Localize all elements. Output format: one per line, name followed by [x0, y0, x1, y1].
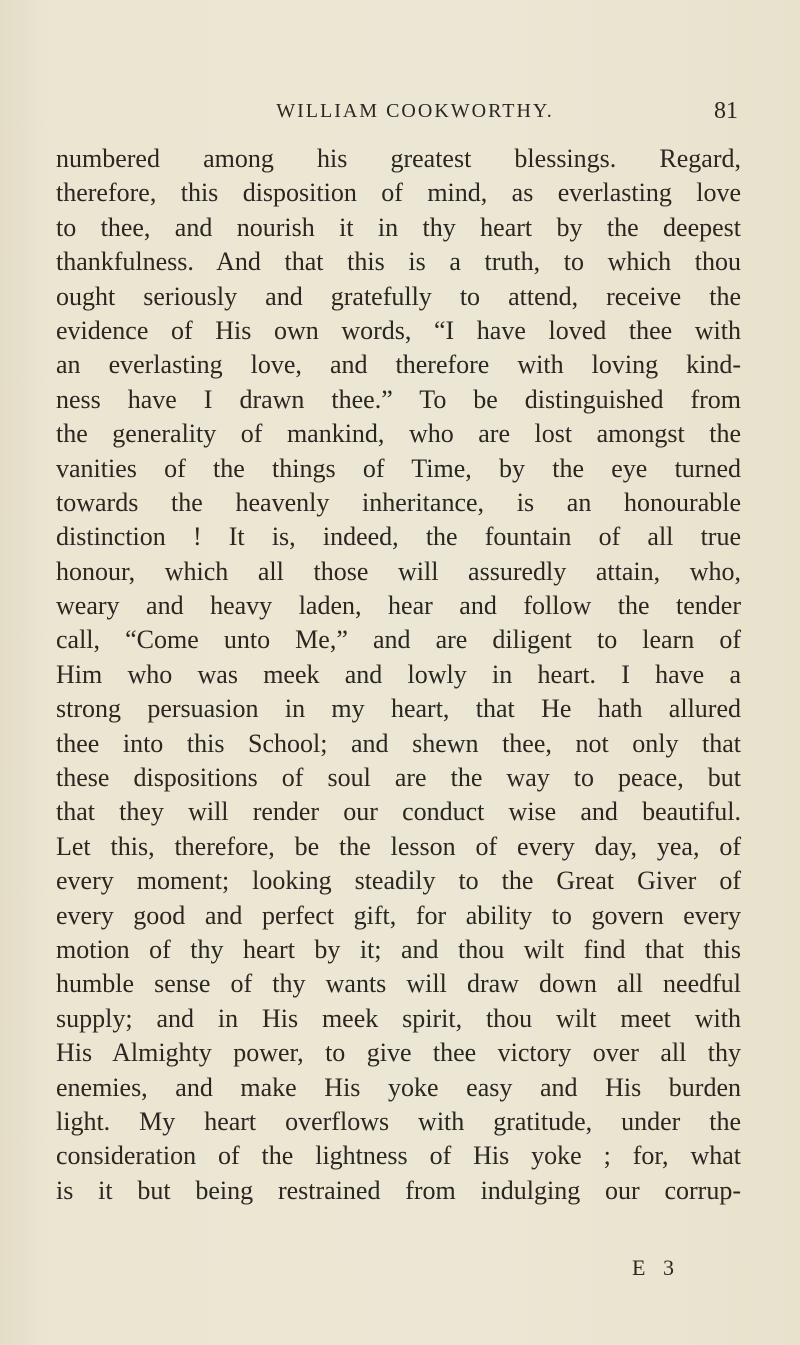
text-line: towards the heavenly inheritance, is an honourable	[56, 487, 741, 517]
text-line: evidence of His own words, “I have loved thee with	[56, 315, 741, 345]
text-line: therefore, this disposition of mind, as everlasting love	[56, 178, 741, 208]
text-line: Let this, therefore, be the lesson of every day, yea, of	[56, 831, 741, 861]
text-line: vanities of the things of Time, by the eye turned	[56, 453, 741, 483]
text-line: distinction ! It is, indeed, the fountain of all true	[56, 522, 741, 552]
page-header	[0, 96, 800, 126]
text-line: Him who was meek and lowly in heart. I have a	[56, 659, 741, 689]
text-line: every moment; looking steadily to the Great Giver of	[56, 866, 741, 896]
text-line: the generality of mankind, who are lost amongst the	[56, 419, 741, 449]
text-line: thankfulness. And that this is a truth, to which thou	[56, 247, 741, 277]
text-line: every good and perfect gift, for ability to govern every	[56, 900, 741, 930]
text-line: an everlasting love, and therefore with loving kind-	[56, 350, 741, 380]
signature-mark: E 3	[632, 1255, 680, 1280]
page-number: 81	[714, 98, 738, 124]
text-line: enemies, and make His yoke easy and His burden	[56, 1072, 741, 1102]
text-line: weary and heavy laden, hear and follow the tender	[56, 591, 741, 621]
body-text	[56, 142, 741, 1208]
text-line: supply; and in His meek spirit, thou wilt meet with	[56, 1003, 741, 1033]
text-line: strong persuasion in my heart, that He hath allured	[56, 694, 741, 724]
text-line: to thee, and nourish it in thy heart by the deepest	[56, 212, 741, 242]
text-line: consideration of the lightness of His yoke ; for, what	[56, 1141, 741, 1171]
running-title: WILLIAM COOKWORTHY.	[276, 100, 554, 122]
text-line: His Almighty power, to give thee victory over all thy	[56, 1038, 741, 1068]
text-line: thee into this School; and shewn thee, not only that	[56, 728, 741, 758]
text-line: call, “Come unto Me,” and are diligent to learn of	[56, 625, 741, 655]
text-line: motion of thy heart by it; and thou wilt find that this	[56, 934, 741, 964]
text-line: ought seriously and gratefully to attend, receive the	[56, 281, 741, 311]
text-line: these dispositions of soul are the way to peace, but	[56, 763, 741, 793]
text-line: humble sense of thy wants will draw down all needful	[56, 969, 741, 999]
text-line: that they will render our conduct wise and beautiful.	[56, 797, 741, 827]
text-line: is it but being restrained from indulging our corrup-	[56, 1175, 741, 1205]
text-line: light. My heart overflows with gratitude, under the	[56, 1106, 741, 1136]
text-line: honour, which all those will assuredly attain, who,	[56, 556, 741, 586]
text-line: numbered among his greatest blessings. Regard,	[56, 144, 741, 173]
text-line: ness have I drawn thee.” To be distinguished from	[56, 384, 741, 414]
